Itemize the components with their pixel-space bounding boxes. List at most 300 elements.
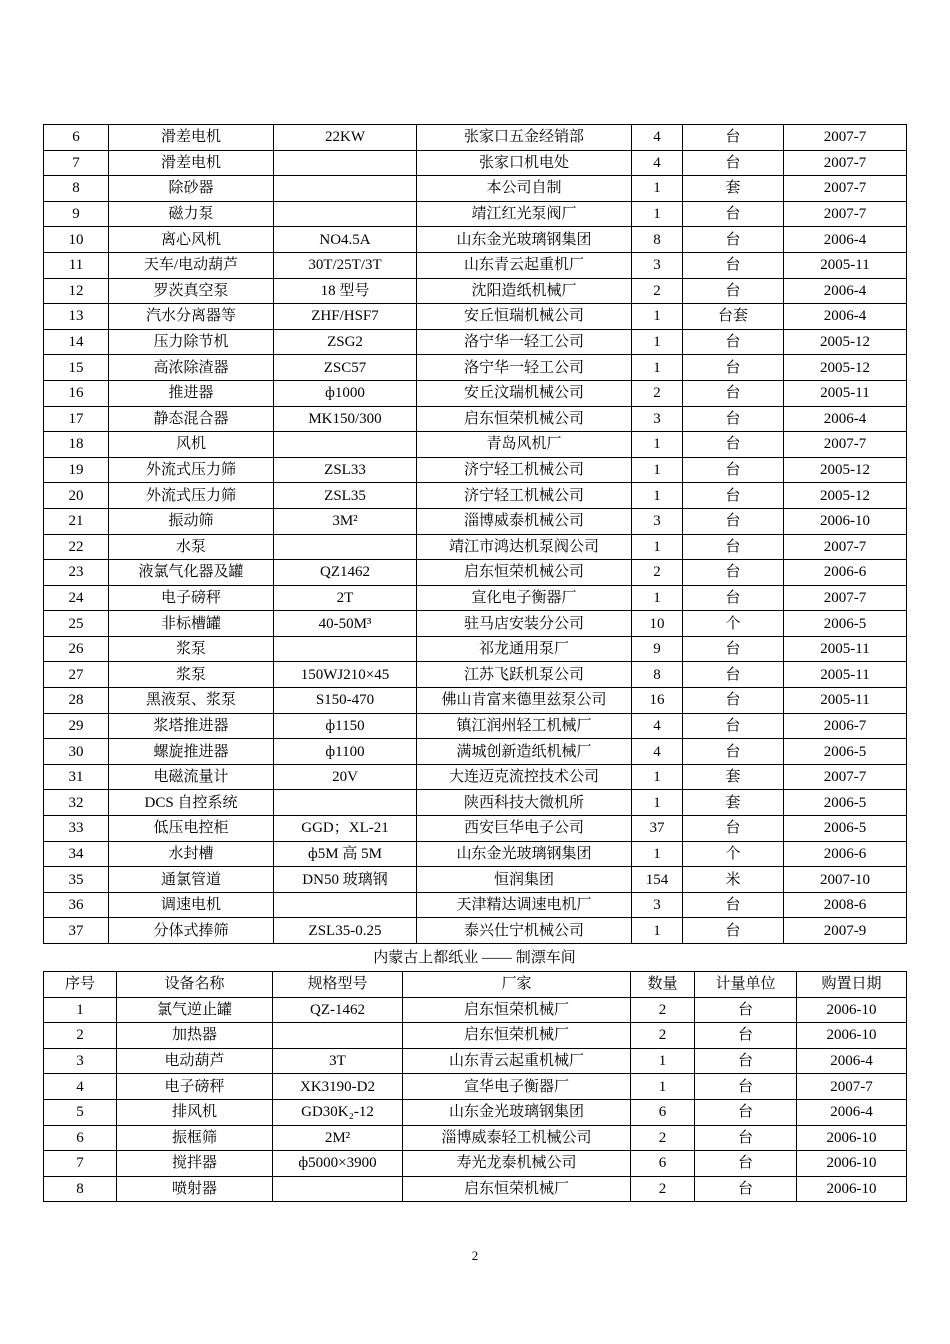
cell-equipment-name: 汽水分离器等: [109, 304, 274, 330]
cell-equipment-name: 水泵: [109, 534, 274, 560]
cell-equipment-name: 天车/电动葫芦: [109, 252, 274, 278]
cell-index: 7: [44, 150, 109, 176]
cell-quantity: 1: [632, 201, 683, 227]
cell-manufacturer: 张家口五金经销部: [417, 125, 632, 151]
cell-quantity: 1: [632, 329, 683, 355]
cell-equipment-name: 除砂器: [109, 176, 274, 202]
cell-spec-model: 22KW: [274, 125, 417, 151]
cell-manufacturer: 靖江红光泵阀厂: [417, 201, 632, 227]
cell-manufacturer: 宣化电子衡器厂: [417, 585, 632, 611]
cell-purchase-date: 2006-4: [797, 1048, 907, 1074]
cell-index: 33: [44, 816, 109, 842]
cell-spec-model: [274, 150, 417, 176]
cell-quantity: 3: [632, 252, 683, 278]
table-row: [44, 176, 907, 202]
cell-equipment-name: 推进器: [109, 380, 274, 406]
cell-purchase-date: 2005-12: [784, 329, 907, 355]
cell-manufacturer: 安丘恒瑞机械公司: [417, 304, 632, 330]
cell-spec-model: QZ-1462: [273, 997, 403, 1023]
table-row: [44, 790, 907, 816]
cell-index: 25: [44, 611, 109, 637]
cell-unit: 套: [683, 764, 784, 790]
cell-index: 7: [44, 1151, 117, 1177]
table-row: [44, 304, 907, 330]
table-row: [44, 918, 907, 944]
cell-unit: 台: [683, 329, 784, 355]
cell-index: 24: [44, 585, 109, 611]
header-manufacturer: 厂家: [403, 972, 631, 998]
cell-quantity: 3: [632, 508, 683, 534]
cell-spec-model: XK3190-D2: [273, 1074, 403, 1100]
cell-index: 8: [44, 176, 109, 202]
table-row: [44, 1151, 907, 1177]
table-row: [44, 764, 907, 790]
cell-unit: 台套: [683, 304, 784, 330]
cell-unit: 台: [695, 1048, 797, 1074]
table-row: [44, 713, 907, 739]
cell-spec-model: ф1150: [274, 713, 417, 739]
cell-index: 9: [44, 201, 109, 227]
table-header-row: [44, 972, 907, 998]
cell-index: 12: [44, 278, 109, 304]
cell-purchase-date: 2006-4: [784, 406, 907, 432]
cell-purchase-date: 2006-10: [797, 997, 907, 1023]
cell-quantity: 154: [632, 867, 683, 893]
cell-spec-model: [274, 176, 417, 202]
cell-index: 6: [44, 125, 109, 151]
cell-spec-model: 18 型号: [274, 278, 417, 304]
cell-spec-model: DN50 玻璃钢: [274, 867, 417, 893]
table-row: [44, 380, 907, 406]
cell-quantity: 1: [632, 176, 683, 202]
table-row: [44, 841, 907, 867]
cell-equipment-name: 非标槽罐: [109, 611, 274, 637]
cell-manufacturer: 陕西科技大微机所: [417, 790, 632, 816]
cell-spec-model: 30T/25T/3T: [274, 252, 417, 278]
cell-equipment-name: 高浓除渣器: [109, 355, 274, 381]
cell-unit: 台: [683, 713, 784, 739]
cell-manufacturer: 宣华电子衡器厂: [403, 1074, 631, 1100]
cell-quantity: 6: [631, 1099, 695, 1125]
table-row: [44, 355, 907, 381]
cell-spec-model: GGD；XL-21: [274, 816, 417, 842]
cell-quantity: 1: [632, 432, 683, 458]
cell-index: 16: [44, 380, 109, 406]
cell-equipment-name: 液氯气化器及罐: [109, 560, 274, 586]
cell-equipment-name: 电动葫芦: [117, 1048, 273, 1074]
cell-unit: 个: [683, 611, 784, 637]
cell-purchase-date: 2006-10: [797, 1176, 907, 1202]
cell-manufacturer: 大连迈克流控技术公司: [417, 764, 632, 790]
cell-manufacturer: 启东恒荣机械公司: [417, 560, 632, 586]
cell-purchase-date: 2006-10: [797, 1023, 907, 1049]
cell-unit: 台: [683, 150, 784, 176]
cell-equipment-name: 振框筛: [117, 1125, 273, 1151]
cell-equipment-name: 分体式捧筛: [109, 918, 274, 944]
cell-unit: 台: [683, 688, 784, 714]
cell-purchase-date: 2006-10: [797, 1151, 907, 1177]
cell-index: 21: [44, 508, 109, 534]
cell-spec-model: ZHF/HSF7: [274, 304, 417, 330]
cell-manufacturer: 本公司自制: [417, 176, 632, 202]
cell-quantity: 2: [632, 380, 683, 406]
cell-spec-model: NO4.5A: [274, 227, 417, 253]
cell-quantity: 1: [631, 1074, 695, 1100]
cell-purchase-date: 2006-5: [784, 739, 907, 765]
table-row: [44, 1074, 907, 1100]
cell-purchase-date: 2006-7: [784, 713, 907, 739]
cell-quantity: 8: [632, 662, 683, 688]
cell-quantity: 9: [632, 636, 683, 662]
cell-manufacturer: 西安巨华电子公司: [417, 816, 632, 842]
cell-purchase-date: 2007-7: [797, 1074, 907, 1100]
cell-unit: 台: [683, 918, 784, 944]
cell-index: 1: [44, 997, 117, 1023]
cell-purchase-date: 2006-4: [784, 278, 907, 304]
cell-index: 11: [44, 252, 109, 278]
cell-unit: 台: [683, 406, 784, 432]
cell-spec-model: 3M²: [274, 508, 417, 534]
cell-index: 34: [44, 841, 109, 867]
cell-equipment-name: 浆塔推进器: [109, 713, 274, 739]
cell-quantity: 4: [632, 739, 683, 765]
cell-manufacturer: 镇江润州轻工机械厂: [417, 713, 632, 739]
cell-equipment-name: 滑差电机: [109, 150, 274, 176]
table-row: [44, 688, 907, 714]
cell-spec-model: QZ1462: [274, 560, 417, 586]
cell-unit: 台: [683, 457, 784, 483]
cell-index: 27: [44, 662, 109, 688]
cell-index: 37: [44, 918, 109, 944]
cell-index: 18: [44, 432, 109, 458]
cell-spec-model: ZSG2: [274, 329, 417, 355]
cell-spec-model: ф5000×3900: [273, 1151, 403, 1177]
cell-manufacturer: 济宁轻工机械公司: [417, 457, 632, 483]
cell-equipment-name: 离心风机: [109, 227, 274, 253]
cell-manufacturer: 山东金光玻璃钢集团: [417, 841, 632, 867]
cell-spec-model: ZSL35: [274, 483, 417, 509]
cell-quantity: 2: [632, 278, 683, 304]
cell-purchase-date: 2007-7: [784, 125, 907, 151]
cell-quantity: 1: [632, 457, 683, 483]
cell-unit: 台: [695, 1023, 797, 1049]
table-row: [44, 278, 907, 304]
cell-quantity: 4: [632, 150, 683, 176]
cell-equipment-name: 排风机: [117, 1099, 273, 1125]
cell-index: 3: [44, 1048, 117, 1074]
cell-purchase-date: 2007-9: [784, 918, 907, 944]
cell-index: 2: [44, 1023, 117, 1049]
cell-quantity: 3: [632, 892, 683, 918]
table-row: [44, 739, 907, 765]
cell-quantity: 1: [632, 764, 683, 790]
cell-spec-model: ф5M 高 5M: [274, 841, 417, 867]
cell-spec-model: ZSL33: [274, 457, 417, 483]
cell-manufacturer: 山东青云起重机厂: [417, 252, 632, 278]
cell-manufacturer: 沈阳造纸机械厂: [417, 278, 632, 304]
cell-equipment-name: 喷射器: [117, 1176, 273, 1202]
cell-quantity: 4: [632, 713, 683, 739]
cell-index: 4: [44, 1074, 117, 1100]
cell-manufacturer: 满城创新造纸机械厂: [417, 739, 632, 765]
cell-manufacturer: 寿光龙泰机械公司: [403, 1151, 631, 1177]
cell-quantity: 2: [631, 997, 695, 1023]
cell-quantity: 1: [632, 790, 683, 816]
table-row: [44, 534, 907, 560]
cell-quantity: 1: [632, 534, 683, 560]
cell-quantity: 1: [632, 355, 683, 381]
cell-purchase-date: 2006-6: [784, 841, 907, 867]
cell-equipment-name: 电磁流量计: [109, 764, 274, 790]
cell-index: 28: [44, 688, 109, 714]
cell-spec-model: GD30K₂-12: [273, 1099, 403, 1125]
table-row: [44, 508, 907, 534]
bleaching-table-body: [44, 997, 907, 1202]
cell-unit: 台: [683, 585, 784, 611]
cell-quantity: 3: [632, 406, 683, 432]
cell-spec-model: 150WJ210×45: [274, 662, 417, 688]
cell-unit: 个: [683, 841, 784, 867]
table-row: [44, 560, 907, 586]
cell-spec-model: 2T: [274, 585, 417, 611]
cell-equipment-name: DCS 自控系统: [109, 790, 274, 816]
table-row: [44, 585, 907, 611]
cell-spec-model: 2M²: [273, 1125, 403, 1151]
cell-manufacturer: 启东恒荣机械厂: [403, 1023, 631, 1049]
cell-unit: 台: [683, 534, 784, 560]
cell-purchase-date: 2008-6: [784, 892, 907, 918]
cell-quantity: 37: [632, 816, 683, 842]
cell-spec-model: [274, 432, 417, 458]
cell-unit: 台: [683, 278, 784, 304]
cell-index: 29: [44, 713, 109, 739]
cell-manufacturer: 泰兴仕宁机械公司: [417, 918, 632, 944]
cell-unit: 台: [683, 483, 784, 509]
cell-quantity: 2: [632, 560, 683, 586]
cell-unit: 台: [683, 662, 784, 688]
cell-equipment-name: 滑差电机: [109, 125, 274, 151]
cell-spec-model: [274, 201, 417, 227]
table-row: [44, 125, 907, 151]
header-spec-model: 规格型号: [273, 972, 403, 998]
table-row: [44, 816, 907, 842]
table-row: [44, 150, 907, 176]
bleaching-workshop-table: [43, 971, 907, 1202]
cell-equipment-name: 调速电机: [109, 892, 274, 918]
cell-unit: 台: [683, 227, 784, 253]
cell-purchase-date: 2006-5: [784, 790, 907, 816]
cell-unit: 台: [683, 508, 784, 534]
cell-manufacturer: 山东金光玻璃钢集团: [417, 227, 632, 253]
cell-purchase-date: 2007-7: [784, 432, 907, 458]
cell-equipment-name: 振动筛: [109, 508, 274, 534]
cell-manufacturer: 济宁轻工机械公司: [417, 483, 632, 509]
cell-quantity: 1: [631, 1048, 695, 1074]
cell-spec-model: [274, 892, 417, 918]
cell-index: 22: [44, 534, 109, 560]
cell-equipment-name: 电子磅秤: [109, 585, 274, 611]
cell-quantity: 1: [632, 841, 683, 867]
cell-purchase-date: 2007-7: [784, 534, 907, 560]
equipment-table-body: [44, 125, 907, 944]
cell-purchase-date: 2005-12: [784, 355, 907, 381]
cell-manufacturer: 佛山肯富来德里兹泵公司: [417, 688, 632, 714]
cell-equipment-name: 加热器: [117, 1023, 273, 1049]
cell-manufacturer: 恒润集团: [417, 867, 632, 893]
cell-unit: 台: [695, 1151, 797, 1177]
cell-unit: 台: [683, 252, 784, 278]
table-row: [44, 252, 907, 278]
cell-purchase-date: 2005-11: [784, 662, 907, 688]
cell-unit: 台: [683, 201, 784, 227]
cell-unit: 台: [695, 1099, 797, 1125]
cell-manufacturer: 驻马店安装分公司: [417, 611, 632, 637]
cell-purchase-date: 2006-4: [797, 1099, 907, 1125]
cell-spec-model: S150-470: [274, 688, 417, 714]
cell-equipment-name: 罗茨真空泵: [109, 278, 274, 304]
cell-unit: 台: [683, 355, 784, 381]
cell-index: 20: [44, 483, 109, 509]
cell-purchase-date: 2006-10: [797, 1125, 907, 1151]
cell-equipment-name: 磁力泵: [109, 201, 274, 227]
cell-index: 19: [44, 457, 109, 483]
cell-equipment-name: 电子磅秤: [117, 1074, 273, 1100]
cell-equipment-name: 外流式压力筛: [109, 483, 274, 509]
cell-spec-model: 3T: [273, 1048, 403, 1074]
cell-equipment-name: 氯气逆止罐: [117, 997, 273, 1023]
cell-equipment-name: 静态混合器: [109, 406, 274, 432]
cell-quantity: 2: [631, 1176, 695, 1202]
cell-unit: 台: [683, 380, 784, 406]
cell-equipment-name: 通氯管道: [109, 867, 274, 893]
cell-index: 32: [44, 790, 109, 816]
cell-index: 31: [44, 764, 109, 790]
cell-equipment-name: 压力除节机: [109, 329, 274, 355]
cell-equipment-name: 外流式压力筛: [109, 457, 274, 483]
cell-spec-model: [273, 1176, 403, 1202]
cell-spec-model: [274, 534, 417, 560]
cell-index: 8: [44, 1176, 117, 1202]
cell-manufacturer: 启东恒荣机械厂: [403, 1176, 631, 1202]
cell-unit: 台: [695, 997, 797, 1023]
cell-index: 13: [44, 304, 109, 330]
cell-manufacturer: 山东金光玻璃钢集团: [403, 1099, 631, 1125]
cell-index: 17: [44, 406, 109, 432]
cell-purchase-date: 2005-11: [784, 636, 907, 662]
cell-purchase-date: 2006-5: [784, 611, 907, 637]
cell-purchase-date: 2007-7: [784, 201, 907, 227]
cell-quantity: 1: [632, 304, 683, 330]
cell-purchase-date: 2007-7: [784, 176, 907, 202]
cell-unit: 米: [683, 867, 784, 893]
cell-quantity: 2: [631, 1125, 695, 1151]
table-row: [44, 892, 907, 918]
cell-unit: 套: [683, 176, 784, 202]
cell-quantity: 1: [632, 585, 683, 611]
cell-manufacturer: 青岛风机厂: [417, 432, 632, 458]
cell-equipment-name: 黑液泵、浆泵: [109, 688, 274, 714]
cell-manufacturer: 洛宁华一轻工公司: [417, 355, 632, 381]
cell-index: 26: [44, 636, 109, 662]
table-row: [44, 1125, 907, 1151]
cell-purchase-date: 2005-11: [784, 380, 907, 406]
cell-unit: 台: [683, 636, 784, 662]
cell-purchase-date: 2007-10: [784, 867, 907, 893]
cell-index: 30: [44, 739, 109, 765]
cell-manufacturer: 洛宁华一轻工公司: [417, 329, 632, 355]
cell-equipment-name: 浆泵: [109, 636, 274, 662]
cell-manufacturer: 天津精达调速电机厂: [417, 892, 632, 918]
cell-quantity: 6: [631, 1151, 695, 1177]
header-equipment-name: 设备名称: [117, 972, 273, 998]
equipment-table-continued: [43, 124, 907, 944]
cell-purchase-date: 2006-10: [784, 508, 907, 534]
cell-quantity: 2: [631, 1023, 695, 1049]
cell-index: 14: [44, 329, 109, 355]
header-unit: 计量单位: [695, 972, 797, 998]
cell-equipment-name: 浆泵: [109, 662, 274, 688]
cell-purchase-date: 2005-11: [784, 252, 907, 278]
cell-index: 10: [44, 227, 109, 253]
cell-unit: 套: [683, 790, 784, 816]
table-row: [44, 611, 907, 637]
cell-quantity: 8: [632, 227, 683, 253]
cell-manufacturer: 淄博威泰机械公司: [417, 508, 632, 534]
cell-spec-model: [273, 1023, 403, 1049]
cell-index: 15: [44, 355, 109, 381]
cell-manufacturer: 祁龙通用泵厂: [417, 636, 632, 662]
cell-manufacturer: 启东恒荣机械厂: [403, 997, 631, 1023]
table-row: [44, 1176, 907, 1202]
cell-equipment-name: 风机: [109, 432, 274, 458]
table-row: [44, 867, 907, 893]
table-row: [44, 662, 907, 688]
cell-unit: 台: [683, 816, 784, 842]
cell-spec-model: 20V: [274, 764, 417, 790]
cell-spec-model: 40-50M³: [274, 611, 417, 637]
cell-purchase-date: 2007-7: [784, 764, 907, 790]
header-quantity: 数量: [631, 972, 695, 998]
cell-unit: 台: [683, 739, 784, 765]
cell-purchase-date: 2005-12: [784, 483, 907, 509]
table-row: [44, 1023, 907, 1049]
cell-purchase-date: 2006-5: [784, 816, 907, 842]
cell-spec-model: ф1100: [274, 739, 417, 765]
table-row: [44, 1048, 907, 1074]
cell-spec-model: ф1000: [274, 380, 417, 406]
cell-purchase-date: 2006-4: [784, 227, 907, 253]
cell-index: 5: [44, 1099, 117, 1125]
table-row: [44, 329, 907, 355]
cell-equipment-name: 低压电控柜: [109, 816, 274, 842]
cell-purchase-date: 2005-12: [784, 457, 907, 483]
cell-manufacturer: 靖江市鸿达机泵阀公司: [417, 534, 632, 560]
header-index: 序号: [44, 972, 117, 998]
table-row: [44, 432, 907, 458]
cell-quantity: 10: [632, 611, 683, 637]
cell-unit: 台: [683, 432, 784, 458]
cell-spec-model: ZSL35-0.25: [274, 918, 417, 944]
cell-equipment-name: 搅拌器: [117, 1151, 273, 1177]
table-row: [44, 483, 907, 509]
cell-index: 23: [44, 560, 109, 586]
cell-manufacturer: 张家口机电处: [417, 150, 632, 176]
table-row: [44, 406, 907, 432]
cell-manufacturer: 山东青云起重机械厂: [403, 1048, 631, 1074]
cell-quantity: 1: [632, 483, 683, 509]
cell-purchase-date: 2007-7: [784, 150, 907, 176]
table-row: [44, 636, 907, 662]
